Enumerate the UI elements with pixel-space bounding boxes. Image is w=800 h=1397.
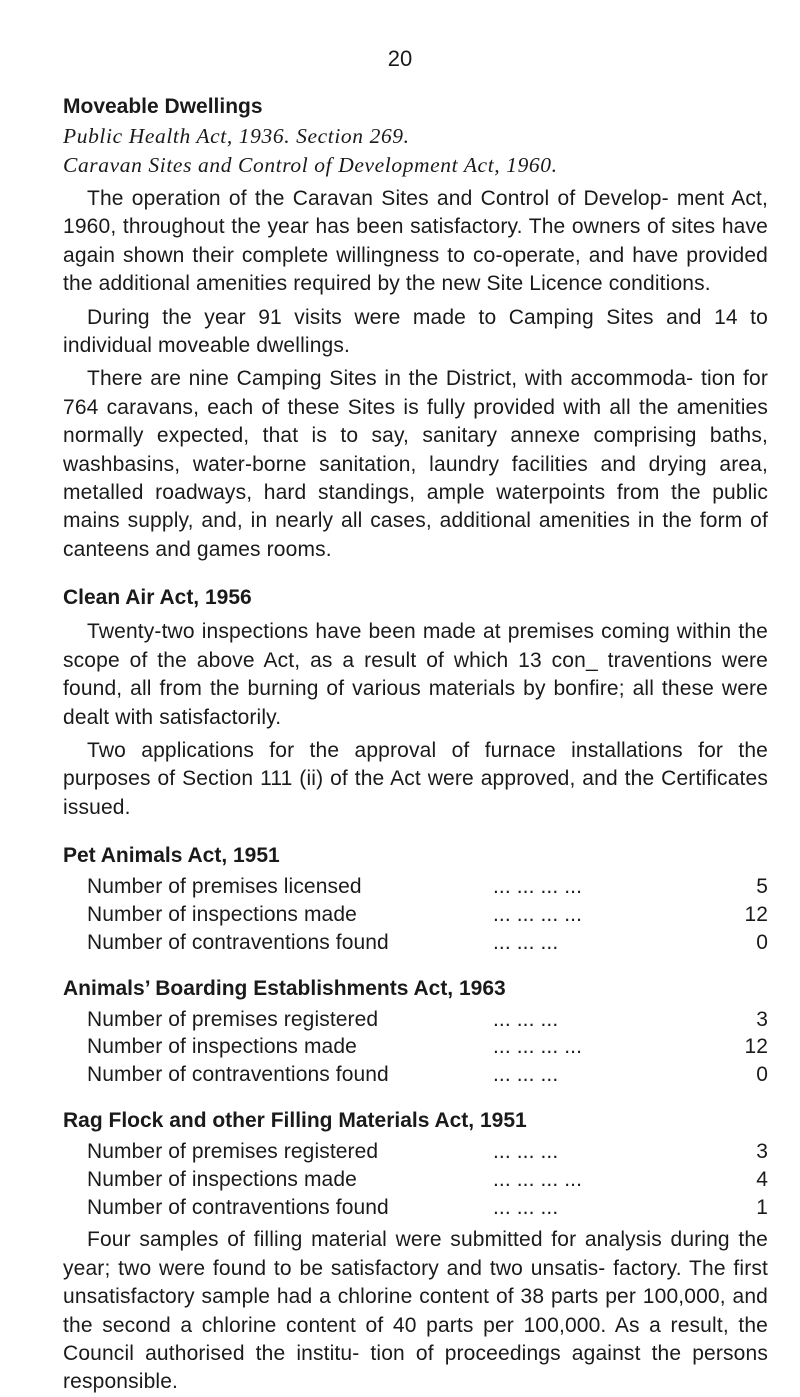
paragraph: During the year 91 visits were made to Camping Sites and 14 to individual moveable dwellings. <box>63 305 768 358</box>
section-heading: Clean Air Act, 1956 <box>63 586 252 610</box>
statute-reference: Public Health Act, 1936. Section 269. <box>63 124 410 148</box>
statistic-value: 5 <box>756 875 768 899</box>
statistic-row <box>87 929 768 957</box>
leader-dots: ... ... ... ... <box>493 875 583 899</box>
statistics-list <box>87 873 768 956</box>
section-clean-air-act <box>63 583 768 822</box>
leader-dots: ... ... ... <box>493 1139 559 1163</box>
paragraph: Four samples of filling material were submitted for analysis during the year; two were found to be satisfactory and two unsatis- factory. The first unsatisfactory sample had a chlorine content of 38 parts per 100,000, and the second a chlorine content of 40 parts per 100,000. As a result, the Council authorised the institu- tion of proceedings against the persons responsible. <box>63 1228 768 1394</box>
statistic-label: Number of premises licensed <box>87 875 362 899</box>
leader-dots: ... ... ... <box>493 930 559 954</box>
statistic-row <box>87 1166 768 1194</box>
statistic-value: 12 <box>744 902 768 926</box>
statistic-label: Number of contraventions found <box>87 930 389 954</box>
statistic-value: 1 <box>756 1195 768 1219</box>
statistic-label: Number of inspections made <box>87 902 357 926</box>
paragraph: There are nine Camping Sites in the District, with accommoda- tion for 764 caravans, each of these Sites is fully provided with all the amenities normally expected, that is to say, sanitary annexe comprising baths, washbasins, water-borne sanitation, laundry facilities and drying area, metalled roadways, hard standings, ample waterpoints from the public mains supply, and, in nearly all cases, additional amenities in the form of canteens and games rooms. <box>63 367 768 561</box>
statistic-value: 4 <box>756 1167 768 1191</box>
section-heading: Animals’ Boarding Establishments Act, 1963 <box>63 976 506 1000</box>
statistic-label: Number of contraventions found <box>87 1063 389 1087</box>
leader-dots: ... ... ... <box>493 1063 559 1087</box>
statistic-row <box>87 1061 768 1089</box>
statistic-row <box>87 1033 768 1061</box>
statistic-label: Number of inspections made <box>87 1035 357 1059</box>
statistic-row <box>87 1138 768 1166</box>
statistic-value: 12 <box>744 1035 768 1059</box>
statistic-label: Number of premises registered <box>87 1139 379 1163</box>
statistic-value: 0 <box>756 930 768 954</box>
statistic-label: Number of contraventions found <box>87 1195 389 1219</box>
section-rag-flock-act <box>63 1106 768 1397</box>
section-animals-boarding-act <box>63 974 768 1089</box>
leader-dots: ... ... ... <box>493 1195 559 1219</box>
statistic-row <box>87 1194 768 1222</box>
leader-dots: ... ... ... ... <box>493 1035 583 1059</box>
leader-dots: ... ... ... ... <box>493 902 583 926</box>
paragraph: Twenty-two inspections have been made at premises coming within the scope of the above Act, as a result of which 13 con_ traventions were found, all from the burning of various materials by bonfire; all these were dealt with satisfactorily. <box>63 620 768 729</box>
leader-dots: ... ... ... <box>493 1007 559 1031</box>
paragraph: The operation of the Caravan Sites and Control of Develop- ment Act, 1960, throughout the year has been satisfactory. The owners of sites have again shown their complete willingness to co-operate, and have provided the additional amenities required by the new Site Licence conditions. <box>63 187 768 296</box>
statistic-label: Number of premises registered <box>87 1007 379 1031</box>
statistic-value: 0 <box>756 1063 768 1087</box>
statistic-value: 3 <box>756 1139 768 1163</box>
section-heading: Moveable Dwellings <box>63 95 263 118</box>
section-pet-animals-act <box>63 841 768 956</box>
section-heading: Pet Animals Act, 1951 <box>63 844 280 868</box>
statute-reference: Caravan Sites and Control of Development Act, 1960. <box>63 153 558 177</box>
statistic-value: 3 <box>756 1007 768 1031</box>
leader-dots: ... ... ... ... <box>493 1167 583 1191</box>
paragraph: Two applications for the approval of furnace installations for the purposes of Section 111 (ii) of the Act were approved, and the Certificates issued. <box>63 738 768 819</box>
section-moveable-dwellings <box>63 92 768 564</box>
statistic-row <box>87 873 768 901</box>
statistics-list <box>87 1006 768 1089</box>
statistic-row <box>87 901 768 929</box>
section-heading: Rag Flock and other Filling Materials Act, 1951 <box>63 1108 527 1132</box>
statistic-row <box>87 1006 768 1034</box>
page-number: 20 <box>387 46 413 71</box>
page-content <box>63 92 768 1397</box>
statistic-label: Number of inspections made <box>87 1167 357 1191</box>
statistics-list <box>87 1138 768 1221</box>
